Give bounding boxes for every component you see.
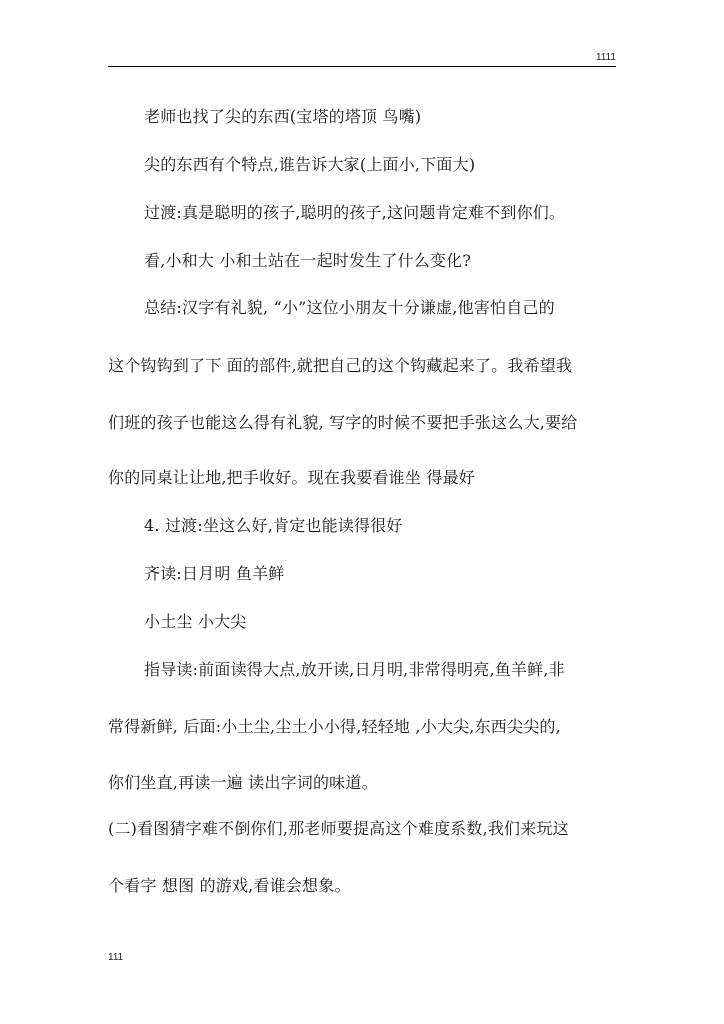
- body-line: 们班的孩子也能这么得有礼貌, 写字的时候不要把手张这么大,要给: [108, 413, 578, 432]
- body-line: (二)看图猜字难不倒你们,那老师要提高这个难度系数,我们来玩这: [108, 819, 569, 838]
- body-line: 4. 过渡:坐这么好,肯定也能读得很好: [144, 516, 403, 535]
- body-line: 齐读:日月明 鱼羊鲜: [144, 564, 285, 583]
- body-line: 常得新鲜, 后面:小土尘,尘土小小得,轻轻地 ,小大尖,东西尖尖的,: [108, 717, 561, 736]
- body-line: 个看字 想图 的游戏,看谁会想象。: [108, 876, 351, 895]
- body-line: 指导读:前面读得大点,放开读,日月明,非常得明亮,鱼羊鲜,非: [144, 660, 565, 679]
- body-line: 老师也找了尖的东西(宝塔的塔顶 鸟嘴): [144, 107, 422, 126]
- body-line: 尖的东西有个特点,谁告诉大家(上面小,下面大): [144, 155, 476, 174]
- body-line: 你们坐直,再读一遍 读出字词的味道。: [108, 773, 378, 792]
- body-line: 看,小和大 小和土站在一起时发生了什么变化?: [144, 251, 472, 270]
- body-line: 总结:汉字有礼貌, “小”这位小朋友十分谦虚,他害怕自己的: [144, 298, 555, 317]
- header-page-number: 1111: [595, 52, 616, 63]
- body-line: 小土尘 小大尖: [144, 612, 247, 631]
- header-rule: [108, 66, 616, 67]
- body-line: 这个钩钩到了下 面的部件,就把自己的这个钩藏起来了。我希望我: [108, 356, 573, 375]
- body-line: 过渡:真是聪明的孩子,聪明的孩子,这问题肯定难不到你们。: [144, 203, 566, 222]
- body-line: 你的同桌让让地,把手收好。现在我要看谁坐 得最好: [108, 468, 475, 487]
- footer-page-number: 111: [108, 952, 124, 963]
